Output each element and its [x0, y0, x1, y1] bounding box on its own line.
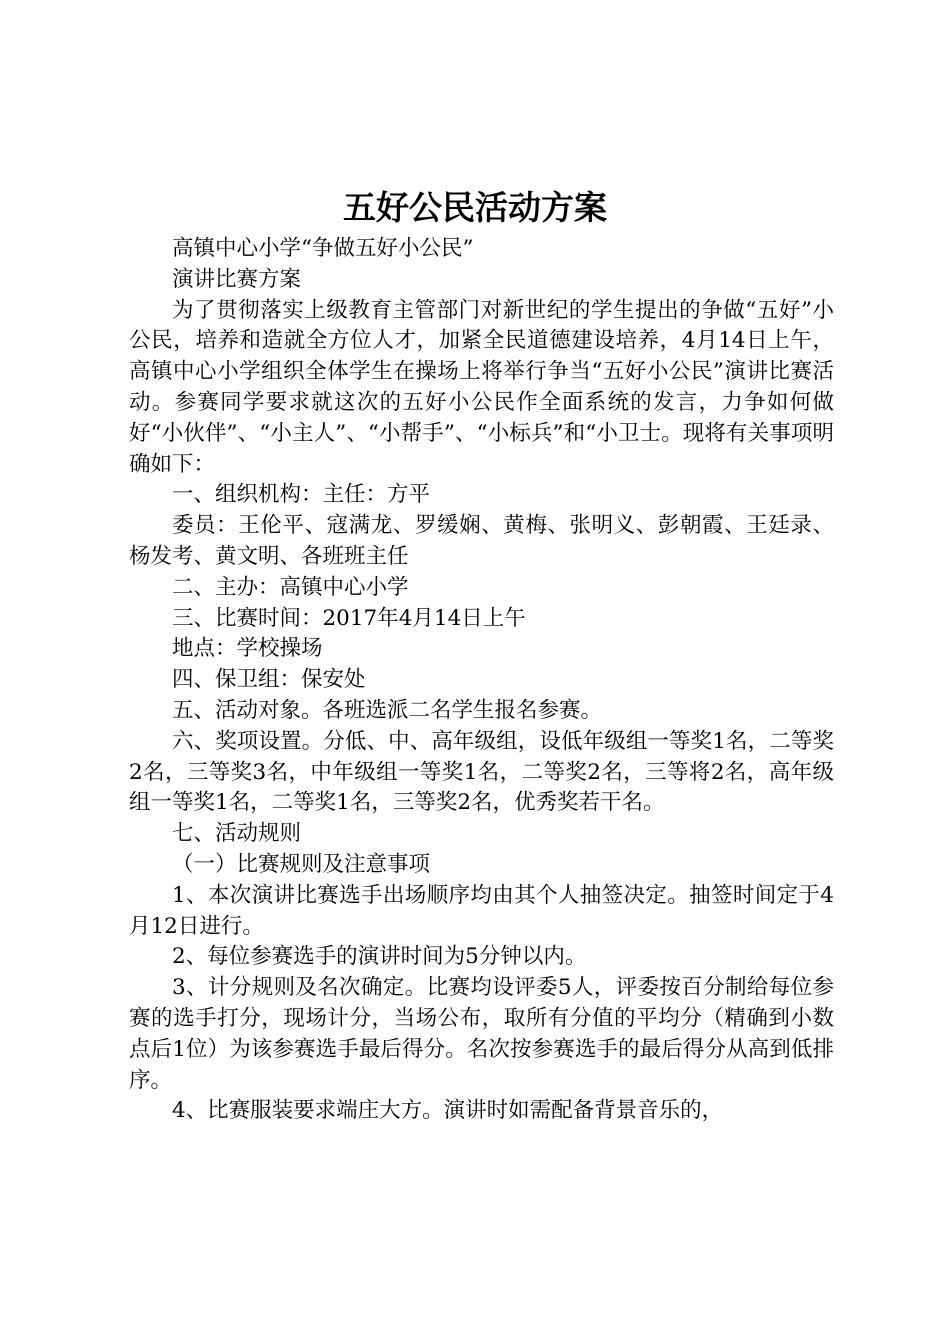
- rule-3: 3、计分规则及名次确定。比赛均设评委5人，评委按百分制给每位参赛的选手打分，现场计分，当场公布，取所有分值的平均分（精确到小数点后1位）为该参赛选手最后得分。名次按参赛选手的最后得分从高到低排序。: [129, 975, 834, 1093]
- section-host: 二、主办：高镇中心小学: [172, 574, 409, 600]
- rule-1: 1、本次演讲比赛选手出场顺序均由其个人抽签决定。抽签时间定于4月12日进行。: [129, 882, 834, 939]
- section-participants: 五、活动对象。各班选派二名学生报名参赛。: [172, 697, 603, 723]
- committee-members: 委员：王伦平、寇满龙、罗缓娴、黄梅、张明义、彭朝霞、王廷录、杨发考、黄文明、各班班主任: [129, 513, 834, 569]
- rule-2: 2、每位参赛选手的演讲时间为5分钟以内。: [172, 944, 587, 970]
- section-security: 四、保卫组：保安处: [172, 667, 366, 693]
- subsection-rules-notes: （一）比赛规则及注意事项: [172, 851, 431, 877]
- section-location: 地点：学校操场: [172, 636, 323, 662]
- intro-paragraph: 为了贯彻落实上级教育主管部门对新世纪的学生提出的争做“五好”小公民，培养和造就全方位人才，加紧全民道德建设培养，4月14日上午，高镇中心小学组织全体学生在操场上将举行争当“五好小公民”演讲比赛活动。参赛同学要求就这次的五好小公民作全面系统的发言，力争如何做好“小伙伴”、“小主人”、“小帮手”、“小标兵”和“小卫士。现将有关事项明确如下：: [129, 297, 834, 477]
- subtitle-line-2: 演讲比赛方案: [172, 266, 302, 292]
- section-time: 三、比赛时间：2017年4月14日上午: [172, 605, 526, 631]
- subtitle-line-1: 高镇中心小学“争做五好小公民”: [172, 236, 474, 261]
- document-body: [129, 234, 834, 1127]
- rule-4: 4、比赛服装要求端庄大方。演讲时如需配备背景音乐的，: [172, 1098, 724, 1124]
- document-title: 五好公民活动方案: [343, 188, 607, 227]
- section-organization: 一、组织机构：主任：方平: [172, 482, 431, 508]
- section-awards: 六、奖项设置。分低、中、高年级组，设低年级组一等奖1名，二等奖2名，三等奖3名，中年级组一等奖1名，二等奖2名，三等将2名，高年级组一等奖1名，二等奖1名，三等奖2名，优秀奖若干名。: [129, 728, 834, 816]
- section-rules: 七、活动规则: [172, 821, 302, 847]
